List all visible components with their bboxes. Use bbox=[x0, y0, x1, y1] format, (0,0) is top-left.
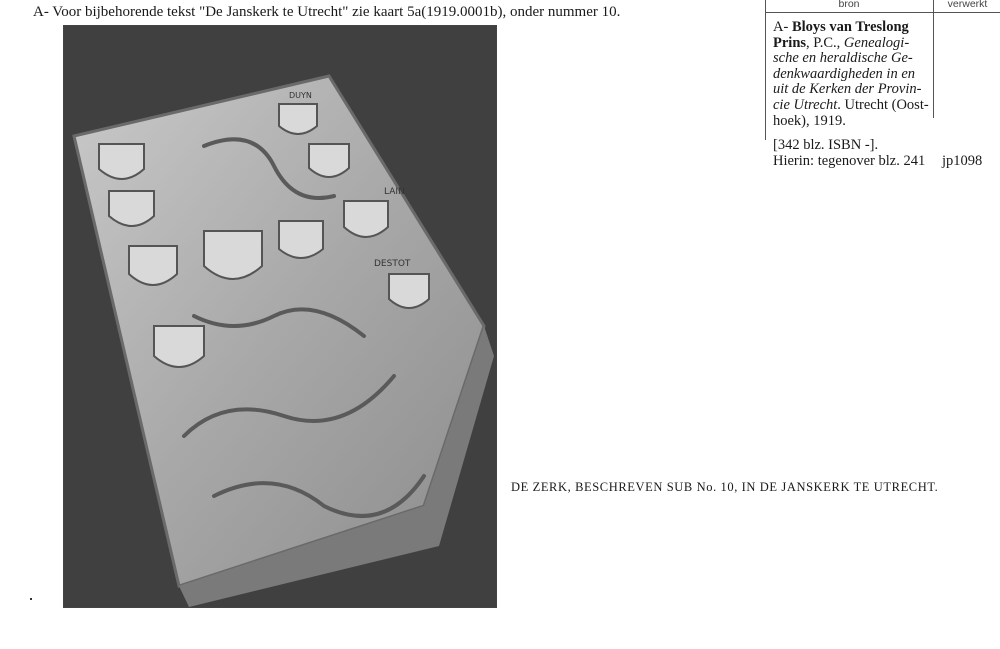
reference-extra bbox=[773, 137, 925, 169]
inscription-destot: DESTOT bbox=[374, 259, 411, 269]
inscription-lain: LAIN bbox=[384, 187, 405, 197]
tombstone-illustration bbox=[64, 26, 496, 607]
ref-title-4: uit de Kerken der Provin- bbox=[773, 81, 922, 98]
card-header-note: A- Voor bijbehorende tekst "De Janskerk te Utrecht" zie kaart 5a(1919.0001b), onder nummer 10. bbox=[33, 4, 621, 20]
ref-place-1: . Utrecht (Oost- bbox=[837, 96, 929, 113]
ref-code: jp1098 bbox=[942, 153, 983, 169]
ref-title-5: cie Utrecht bbox=[773, 96, 838, 113]
ref-herein: Hierin: tegenover blz. 241 bbox=[773, 153, 926, 169]
bibliographic-reference bbox=[773, 20, 937, 129]
photo-caption: DE ZERK, BESCHREVEN SUB No. 10, IN DE JANSKERK TE UTRECHT. bbox=[511, 480, 939, 494]
card-header-row bbox=[765, 0, 1000, 13]
ref-initials: , P.C., bbox=[806, 34, 844, 51]
ref-title-3: denkwaardigheden in en bbox=[773, 65, 916, 82]
ref-title-1: Genealogi- bbox=[843, 34, 910, 51]
column-bron: bron bbox=[838, 0, 860, 10]
ref-pages: [342 blz. ISBN -]. bbox=[773, 137, 879, 153]
scan-speck bbox=[30, 598, 32, 600]
card-left-rule bbox=[765, 0, 766, 140]
ref-place-2: hoek), 1919. bbox=[773, 112, 846, 129]
ref-prefix: A- bbox=[773, 19, 792, 35]
inscription-duyn: DUYN bbox=[289, 91, 312, 100]
ref-title-2: sche en heraldische Ge- bbox=[773, 50, 913, 67]
column-verwerkt: verwerkt bbox=[947, 0, 988, 10]
tombstone-photo bbox=[63, 25, 497, 608]
ref-author: Bloys van Treslong bbox=[791, 19, 909, 35]
ref-author-2: Prins bbox=[773, 34, 807, 51]
